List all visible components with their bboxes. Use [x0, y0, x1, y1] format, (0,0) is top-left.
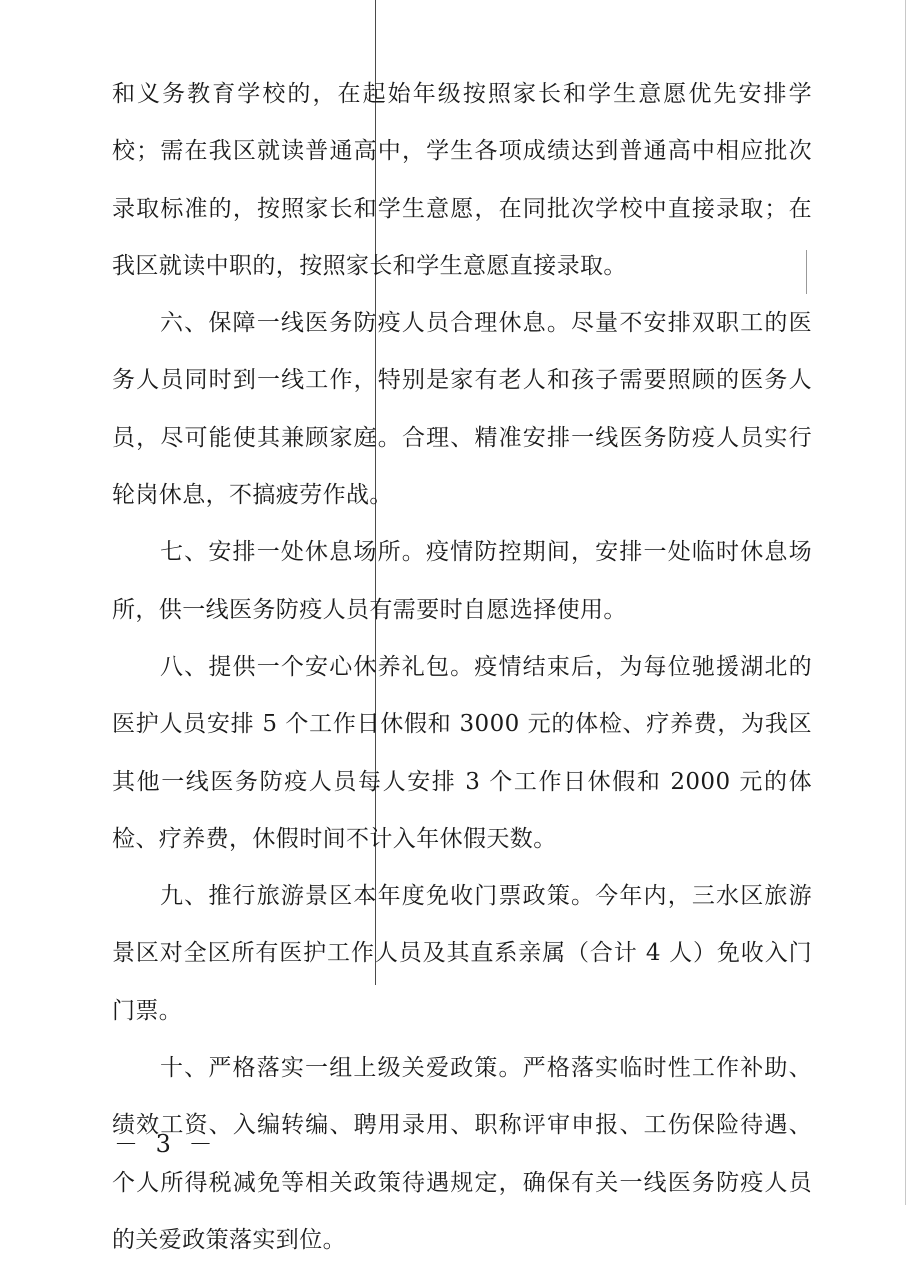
page-edge-line [905, 0, 906, 1205]
paragraph-item-7: 七、安排一处休息场所。疫情防控期间，安排一处临时休息场所，供一线医务防疫人员有需要时自愿选择使用。 [112, 539, 812, 623]
paragraph-item-8: 八、提供一个安心休养礼包。疫情结束后，为每位驰援湖北的医护人员安排 5 个工作日休假和 3000 元的体检、疗养费，为我区其他一线医务防疫人员每人安排 3 个工作日休假和 2000 元的体检、疗养费，休假时间不计入年休假天数。 [112, 653, 812, 852]
paragraph-item-6: 六、保障一线医务防疫人员合理休息。尽量不安排双职工的医务人员同时到一线工作，特别是家有老人和孩子需要照顾的医务人员，尽可能使其兼顾家庭。合理、精准安排一线医务防疫人员实行轮岗休息，不搞疲劳作战。 [112, 310, 812, 509]
paragraph-item-10: 十、严格落实一组上级关爱政策。严格落实临时性工作补助、绩效工资、入编转编、聘用录用、职称评审申报、工伤保险待遇、个人所得税减免等相关政策待遇规定，确保有关一线医务防疫人员的关爱政策落实到位。 [112, 1055, 812, 1253]
body-text [112, 66, 812, 1269]
paragraph-item-9: 九、推行旅游景区本年度免收门票政策。今年内，三水区旅游景区对全区所有医护工作人员及其直系亲属（合计 4 人）免收入门门票。 [112, 883, 812, 1024]
paragraph-continuation: 和义务教育学校的，在起始年级按照家长和学生意愿优先安排学校；需在我区就读普通高中，学生各项成绩达到普通高中相应批次录取标准的，按照家长和学生意愿，在同批次学校中直接录取；在我区就读中职的，按照家长和学生意愿直接录取。 [112, 81, 812, 279]
page-number: － 3 － [114, 1130, 218, 1158]
